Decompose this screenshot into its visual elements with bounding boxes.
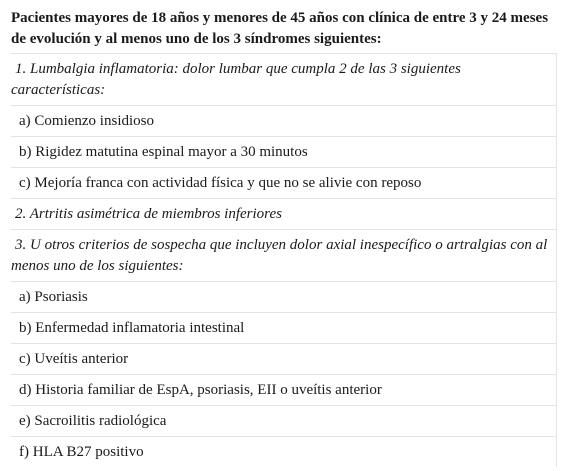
sub-criterion: a) Psoriasis	[11, 282, 557, 313]
table-row	[11, 168, 557, 199]
table-row	[11, 437, 557, 468]
criterion-artritis: 2. Artritis asimétrica de miembros inferiores	[11, 199, 557, 230]
table-row	[11, 137, 557, 168]
sub-criterion: b) Enfermedad inflamatoria intestinal	[11, 313, 557, 344]
sub-criterion: c) Mejoría franca con actividad física y que no se alivie con reposo	[11, 168, 557, 199]
criterion-otros: 3. U otros criterios de sospecha que incluyen dolor axial inespecífico o artralgias con al menos uno de los siguientes:	[11, 230, 557, 282]
criterion-lumbalgia: 1. Lumbalgia inflamatoria: dolor lumbar que cumpla 2 de las 3 siguientes características:	[11, 54, 557, 106]
criteria-table	[11, 6, 557, 467]
table-row	[11, 106, 557, 137]
table-row	[11, 199, 557, 230]
table-header: Pacientes mayores de 18 años y menores de 45 años con clínica de entre 3 y 24 meses de evolución y al menos uno de los 3 síndromes siguientes:	[11, 6, 557, 54]
sub-criterion: e) Sacroilitis radiológica	[11, 406, 557, 437]
table-header-row	[11, 6, 557, 54]
table-row	[11, 230, 557, 282]
table-row	[11, 54, 557, 106]
table-row	[11, 313, 557, 344]
table-row	[11, 282, 557, 313]
sub-criterion: f) HLA B27 positivo	[11, 437, 557, 468]
table-row	[11, 344, 557, 375]
sub-criterion: c) Uveítis anterior	[11, 344, 557, 375]
sub-criterion: a) Comienzo insidioso	[11, 106, 557, 137]
table-row	[11, 375, 557, 406]
table-row	[11, 406, 557, 437]
sub-criterion: d) Historia familiar de EspA, psoriasis, EII o uveítis anterior	[11, 375, 557, 406]
sub-criterion: b) Rigidez matutina espinal mayor a 30 minutos	[11, 137, 557, 168]
